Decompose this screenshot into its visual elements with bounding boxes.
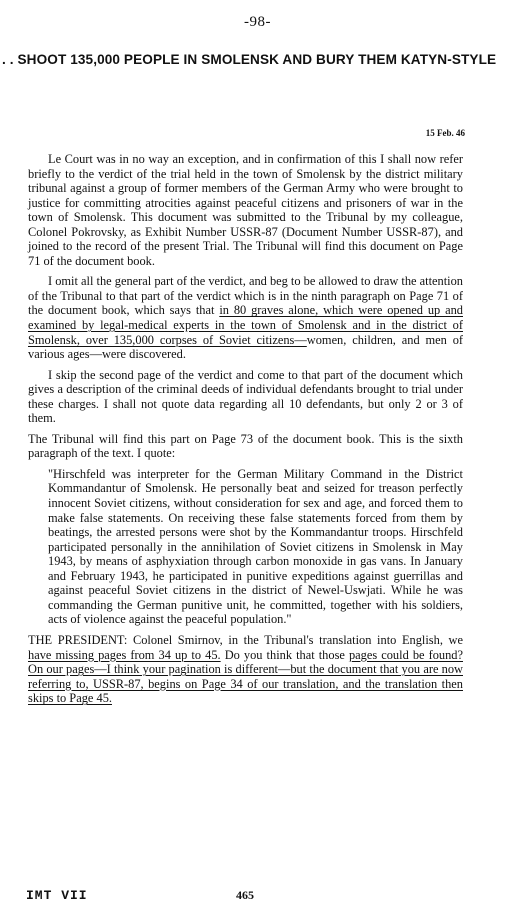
footer-volume-label: IMT VII xyxy=(26,888,88,903)
paragraph-verdict-text: I omit all the general part of the verdict, and beg to be allowed to draw the attention of the Tribunal to that part of the verdict which is in the ninth paragraph on Page 71 of the document book, which says that xyxy=(28,274,463,318)
underlined-pagination-passage: pages could be found? On our pages—I think your pagination is different—but the document that you are now referring to, USSR-87, begins on Page 34 of our translation, and the translation then skips to Page 45. xyxy=(28,647,463,706)
paragraph-verdict xyxy=(28,274,463,361)
footer-page-number: 465 xyxy=(236,888,254,902)
paragraph-le-court: Le Court was in no way an exception, and in confirmation of this I shall now refer briefly to the verdict of the trial held in the town of Smolensk by the district military tribunal against a group of former members of the German Army who were brought to justice for committing atrocities against peaceful citizens and prisoners of war in the town of Smolensk. This document was submitted to the Tribunal by my colleague, Colonel Pokrovsky, as Exhibit Number USSR-87 (Document Number USSR-87), and joined to the record of the present Trial. The Tribunal will find this document on Page 71 of the document book. xyxy=(28,152,463,268)
headline: . . SHOOT 135,000 PEOPLE IN SMOLENSK AND BURY THEM KATYN-STYLE xyxy=(2,52,497,67)
underlined-graves-passage: in 80 graves alone, which were opened up and examined by legal-medical experts in the town of Smolensk and in the district of Smolensk, over 135,000 corpses of Soviet citizens— xyxy=(28,303,463,347)
paragraph-verdict-end: women, children, and men of various ages—were discovered. xyxy=(28,332,464,362)
president-text-start: THE PRESIDENT: Colonel Smirnov, in the Tribunal's translation into English, we xyxy=(28,632,463,647)
president-text-mid: Do you think that those xyxy=(220,647,349,662)
quote-hirschfeld: "Hirschfeld was interpreter for the German Military Command in the District Kommandantur of Smolensk. He personally beat and seized for treason perfectly innocent Soviet citizens, without consideration for sex and age, and forced them to make false statements. On receiving these false statements forced from them by beatings, the arrested persons were shot by the Kommandantur troops. Hirschfeld participated personally in the annihilation of Soviet citizens in Smolensk in May 1943, by means of asphyxiation through carbon monoxide in gas vans. In January and February 1943, he participated in punitive expeditions against guerrillas and against peaceful Soviet citizens in the district of Newel-Uswjati. While he was commanding the German punitive unit, he committed, together with his soldiers, acts of violence against the peaceful population." xyxy=(48,466,463,627)
paragraph-page-73: The Tribunal will find this part on Page 73 of the document book. This is the sixth paragraph of the text. I quote: xyxy=(28,431,463,461)
page-number-top: -98- xyxy=(244,14,271,30)
paragraph-second-page: I skip the second page of the verdict and come to that part of the document which gives a description of the criminal deeds of individual defendants brought to trial under these charges. I shall not quote data regarding all 10 defendants, but only 2 or 3 of them. xyxy=(28,367,463,426)
date-stamp: 15 Feb. 46 xyxy=(425,128,465,138)
paragraph-president xyxy=(28,633,463,706)
document-body xyxy=(28,152,463,712)
underlined-missing-pages: have missing pages from 34 up to 45. xyxy=(28,647,221,662)
